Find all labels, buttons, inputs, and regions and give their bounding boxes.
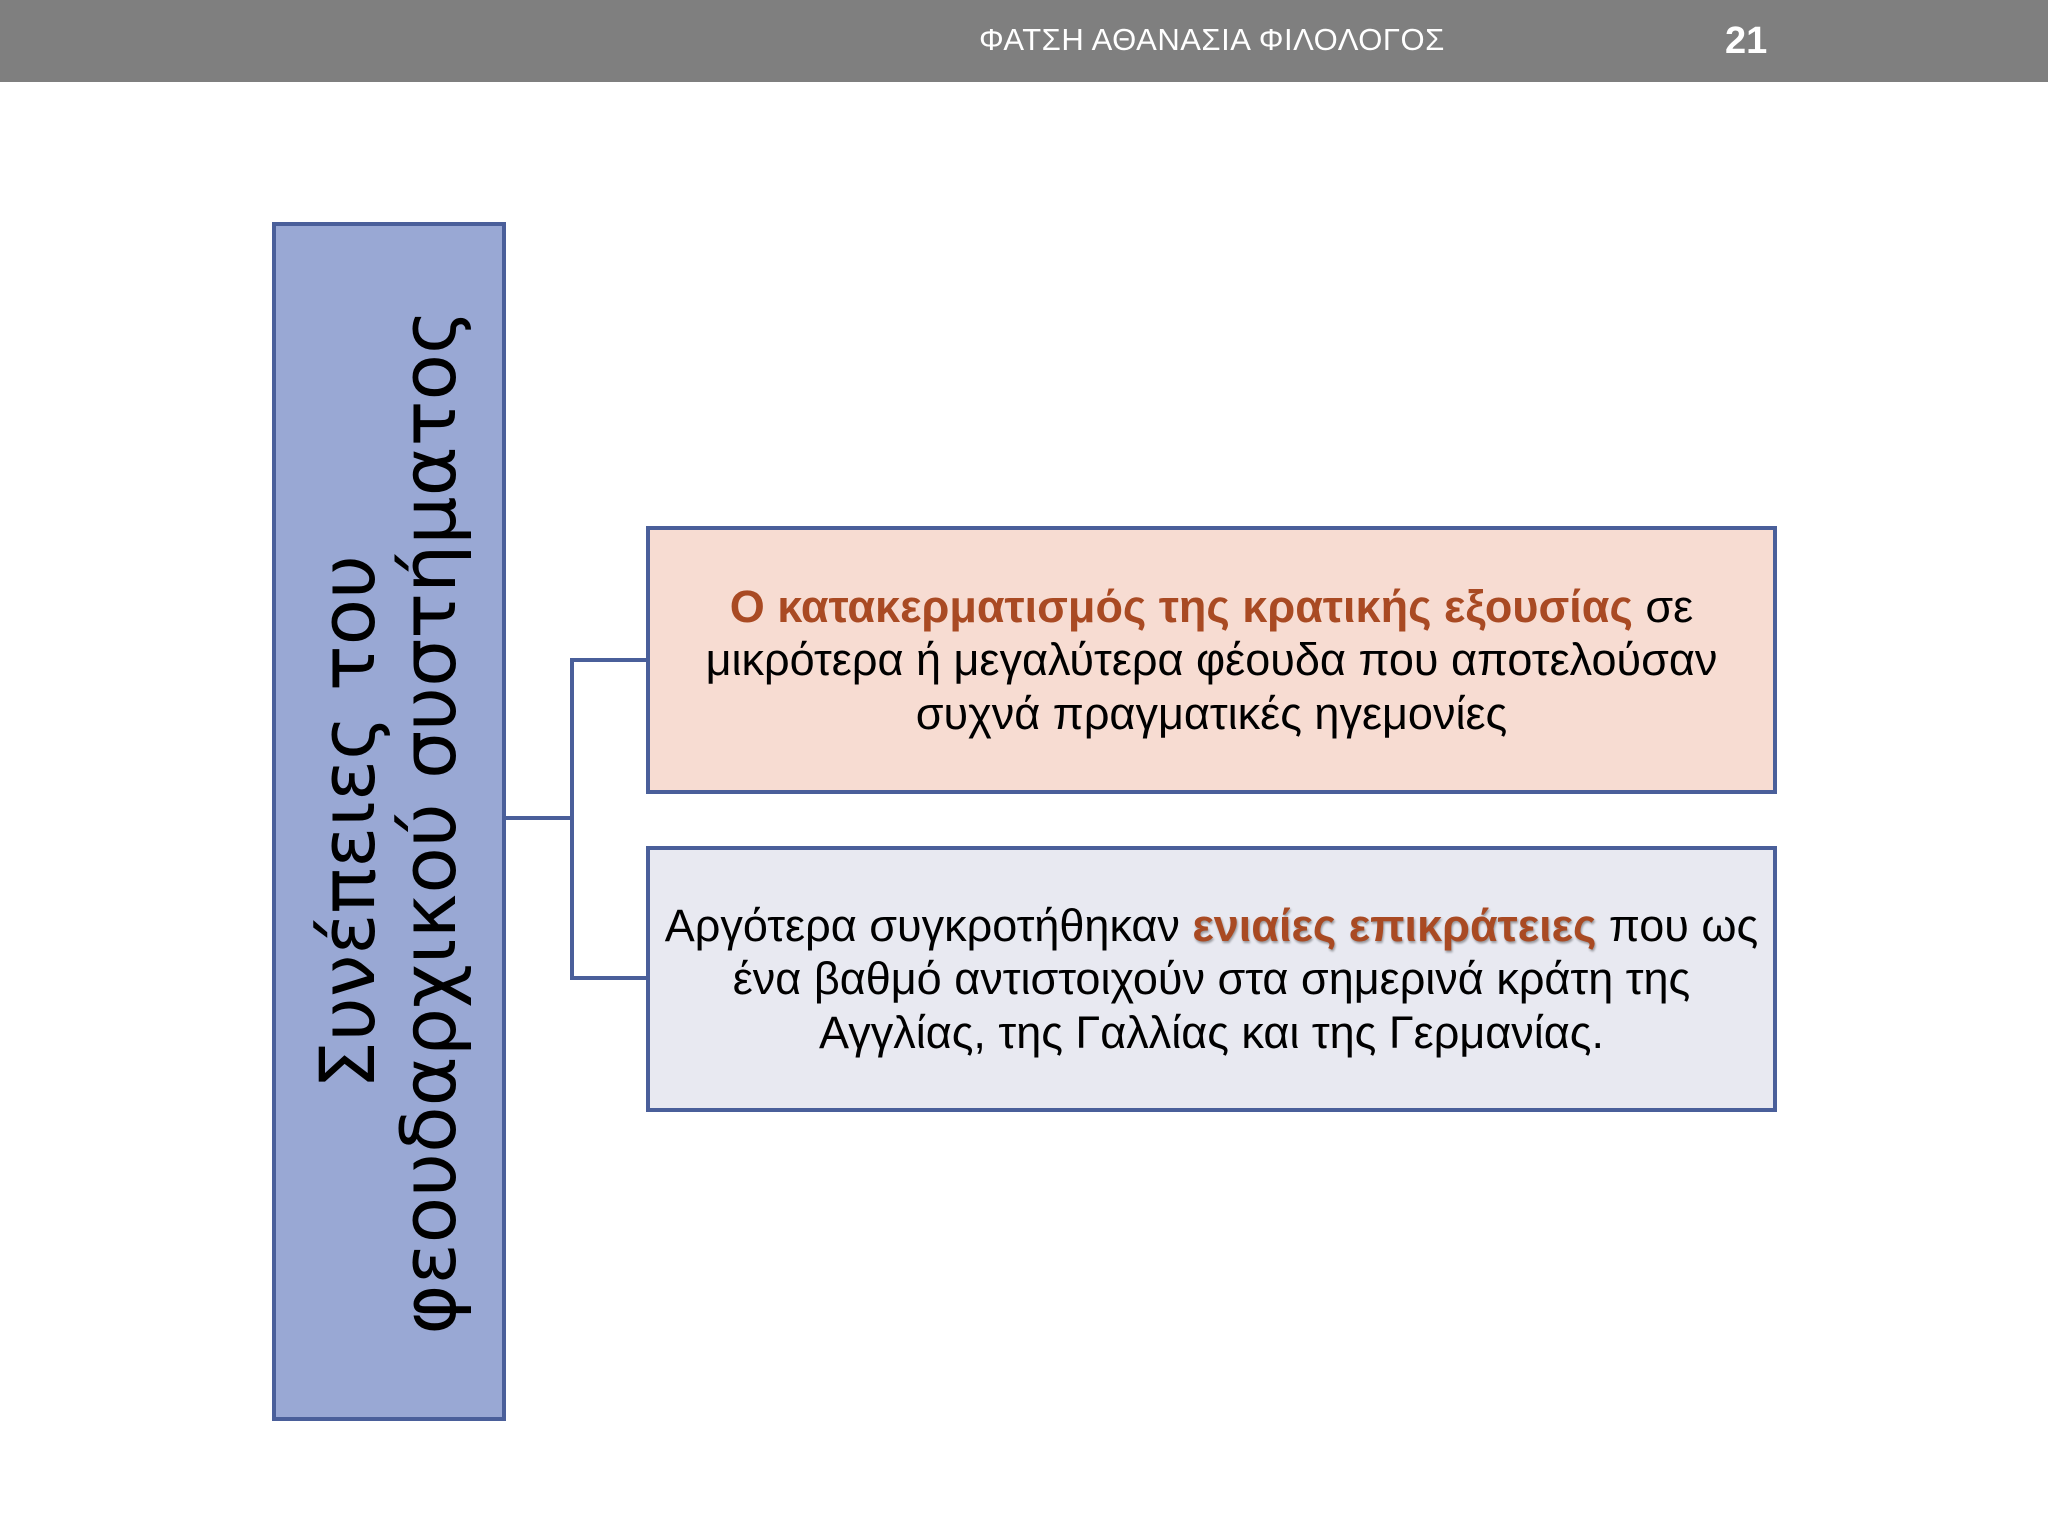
consequence-box-1 [646, 526, 1777, 794]
consequence-rest-2: που ως ένα βαθμό αντιστοιχούν στα σημερινά κράτη της Αγγλίας, της Γαλλίας και της Γερμανίας. [732, 899, 1759, 1058]
consequence-lead-2: Αργότερα συγκροτήθηκαν [664, 899, 1193, 951]
consequence-box-2 [646, 846, 1777, 1112]
consequence-text-2 [664, 899, 1759, 1060]
main-topic-title-line1: Συνέπειες του [303, 554, 393, 1089]
connector-branch-1 [570, 658, 648, 662]
main-topic-title [276, 226, 502, 1417]
header-author: ΦΑΤΣΗ ΑΘΑΝΑΣΙΑ ΦΙΛΟΛΟΓΟΣ [979, 22, 1445, 57]
main-topic-title-line2: φεουδαρχικού συστήματος [384, 308, 473, 1335]
connector-branch-2 [570, 976, 648, 980]
page-number: 21 [1725, 20, 1768, 62]
connector-stem [502, 816, 572, 820]
connector-vertical [570, 658, 574, 980]
consequence-highlight-1: Ο κατακερματισμός της κρατικής εξουσίας [729, 580, 1633, 632]
consequence-rest-1: σε μικρότερα ή μεγαλύτερα φέουδα που αποτελούσαν συχνά πραγματικές ηγεμονίες [705, 580, 1718, 739]
consequence-text-1 [664, 580, 1759, 741]
header-bar [0, 0, 2048, 82]
main-topic-box [272, 222, 506, 1421]
consequence-highlight-2: ενιαίες επικράτειες [1192, 899, 1597, 951]
